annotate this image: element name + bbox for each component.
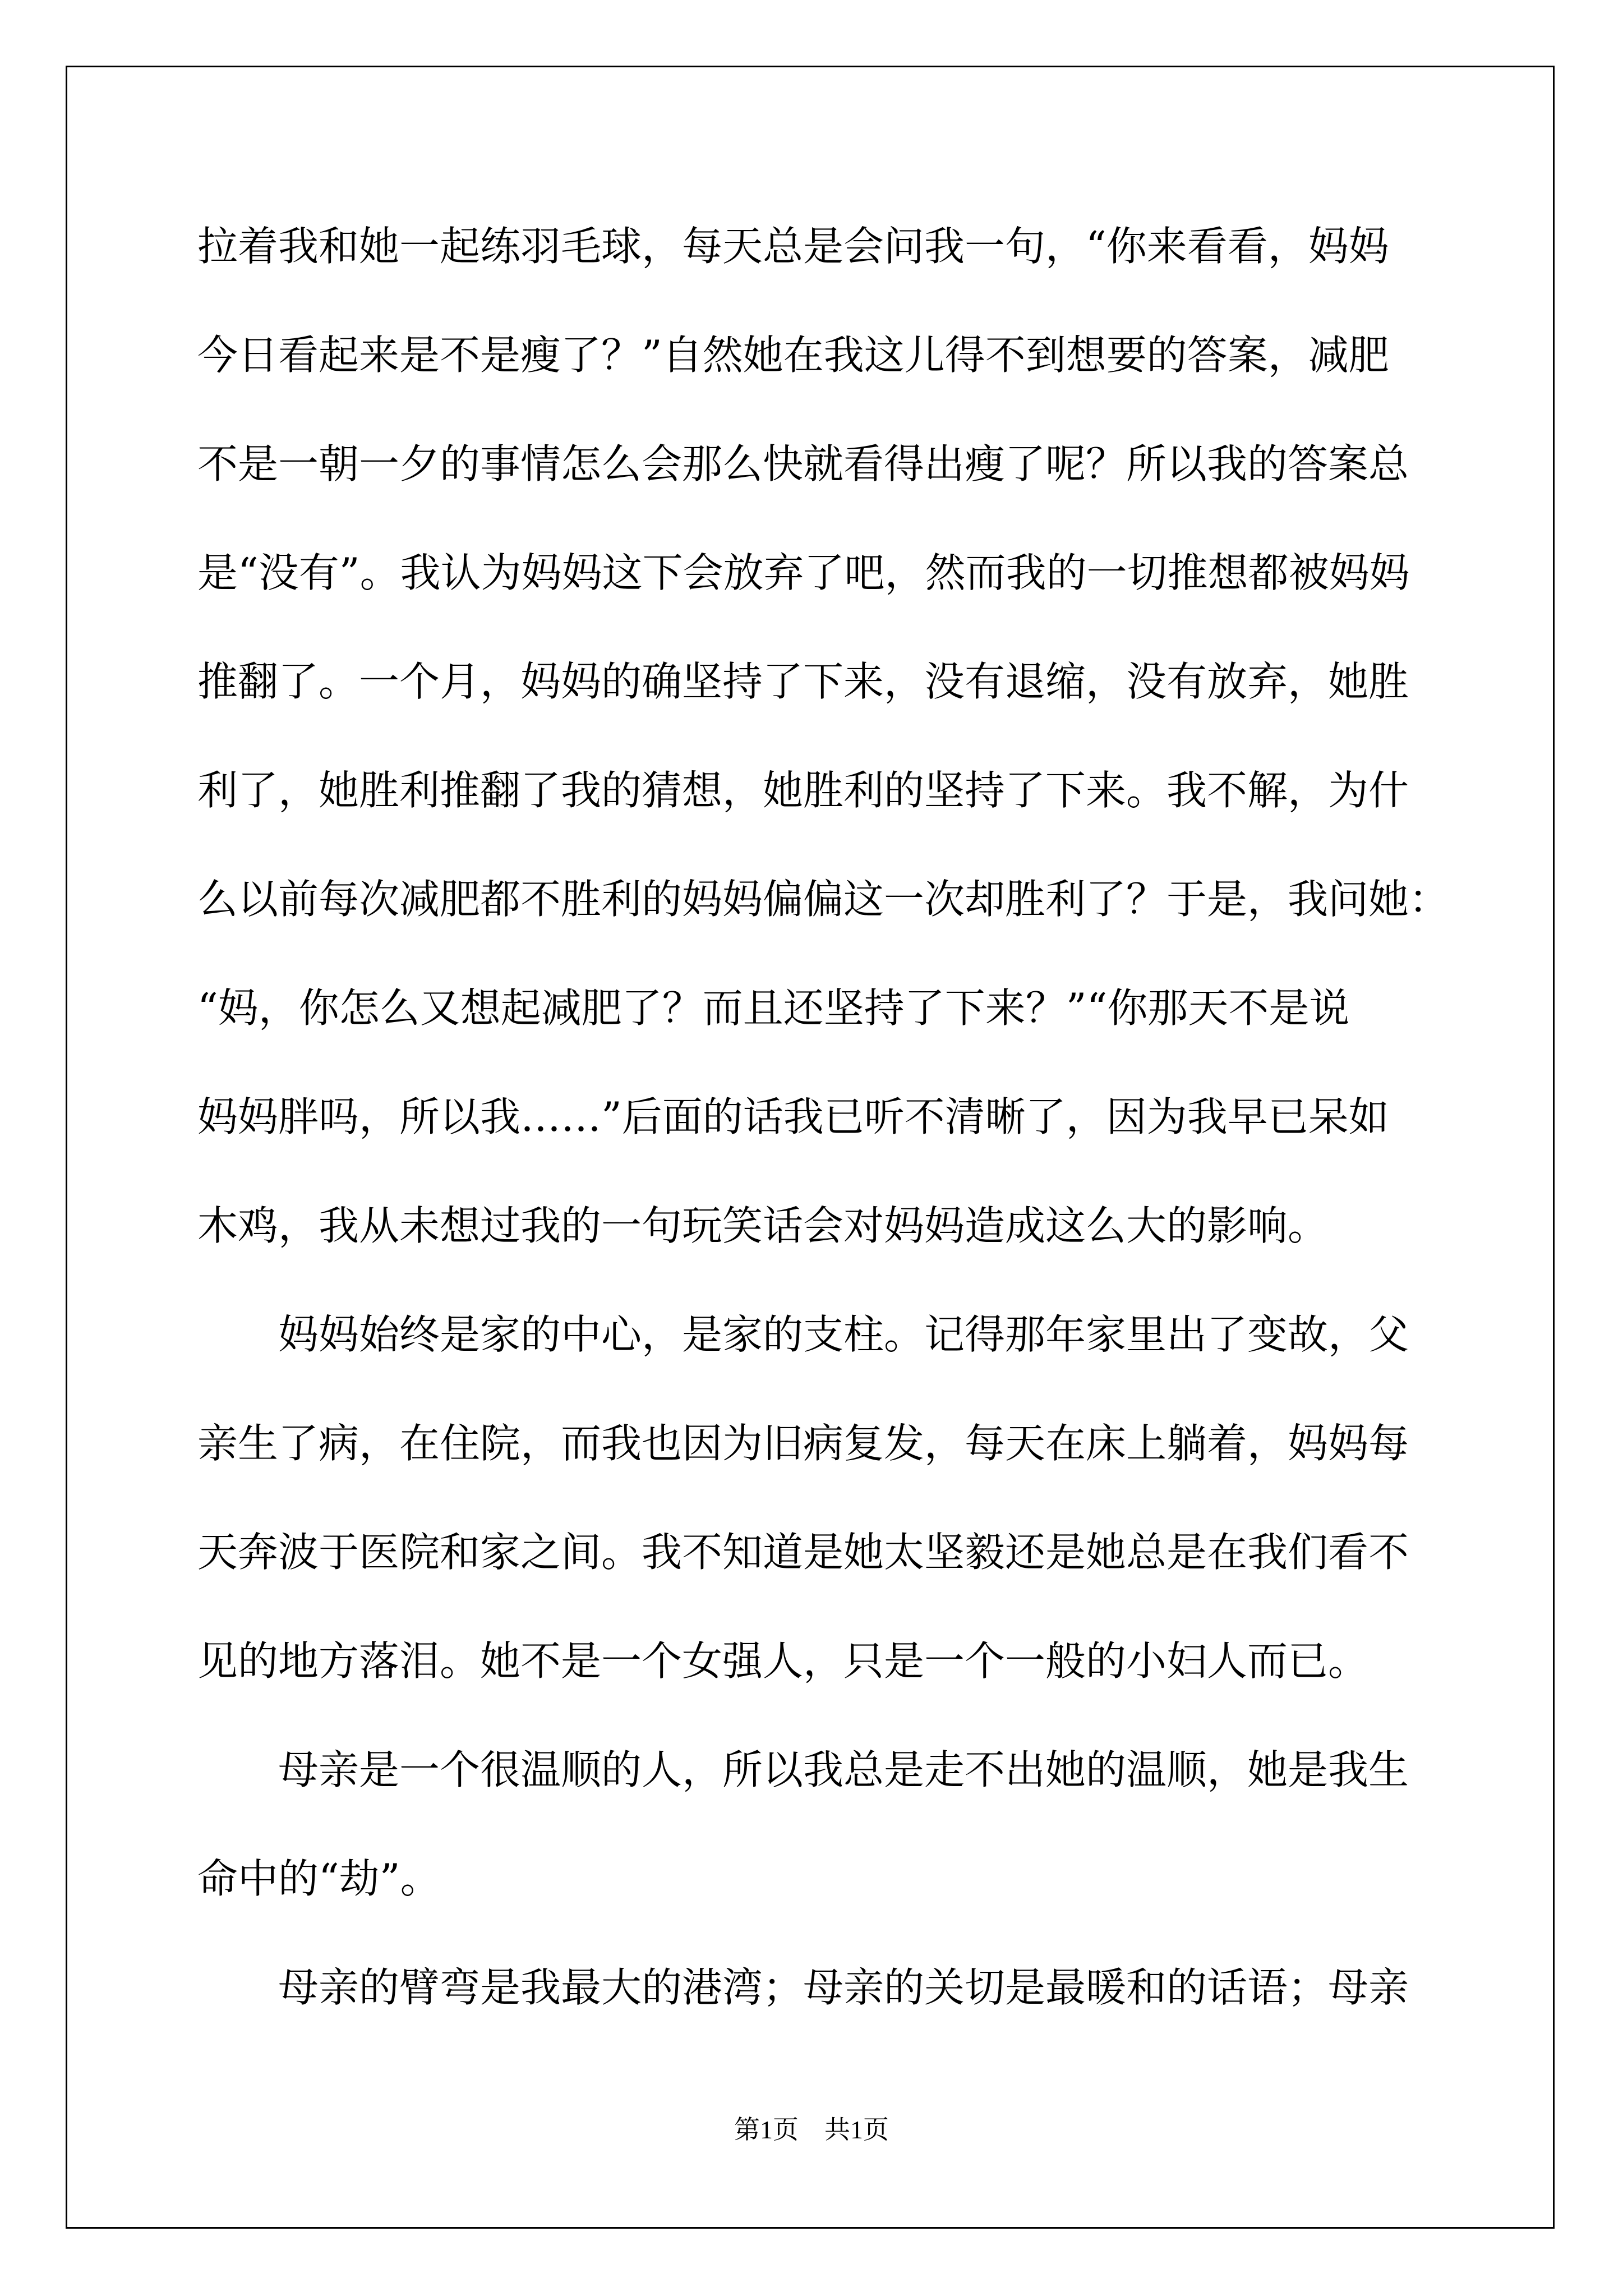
document-body [197,201,1450,2051]
text-line: 今日看起来是不是瘦了？”自然她在我这儿得不到想要的答案，减肥 [197,332,1389,379]
text-line: “妈，你怎么又想起减肥了？而且还坚持了下来？”“你那天不是说 [197,984,1350,1032]
text-line: 命中的“劫”。 [197,1855,441,1902]
text-line: 妈妈始终是家的中心，是家的支柱。记得那年家里出了变故，父 [197,1311,1409,1358]
text-line: 母亲的臂弯是我最大的港湾；母亲的关切是最暖和的话语；母亲 [197,1964,1409,2011]
text-line: 妈妈胖吗，所以我……”后面的话我已听不清晰了，因为我早已呆如 [197,1093,1389,1140]
text-line: 不是一朝一夕的事情怎么会那么快就看得出瘦了呢？所以我的答案总 [197,440,1409,487]
text-line: 母亲是一个很温顺的人，所以我总是走不出她的温顺，她是我生 [197,1746,1409,1793]
text-line: 天奔波于医院和家之间。我不知道是她太坚毅还是她总是在我们看不 [197,1529,1409,1576]
text-line: 利了，她胜利推翻了我的猜想，她胜利的坚持了下来。我不解，为什 [197,767,1409,814]
text-line: 亲生了病，在住院，而我也因为旧病复发，每天在床上躺着，妈妈每 [197,1420,1409,1467]
text-line: 推翻了。一个月，妈妈的确坚持了下来，没有退缩，没有放弃，她胜 [197,658,1409,705]
text-line: 么以前每次减肥都不胜利的妈妈偏偏这一次却胜利了？于是，我问她： [197,876,1450,923]
text-line: 拉着我和她一起练羽毛球，每天总是会问我一句，“你来看看，妈妈 [197,223,1389,270]
text-line: 是“没有”。我认为妈妈这下会放弃了吧，然而我的一切推想都被妈妈 [197,549,1410,596]
text-line: 见的地方落泪。她不是一个女强人，只是一个一般的小妇人而已。 [197,1637,1369,1685]
text-line: 木鸡，我从未想过我的一句玩笑话会对妈妈造成这么大的影响。 [197,1202,1329,1249]
page-number-footer: 第1页 共1页 [734,2115,889,2144]
